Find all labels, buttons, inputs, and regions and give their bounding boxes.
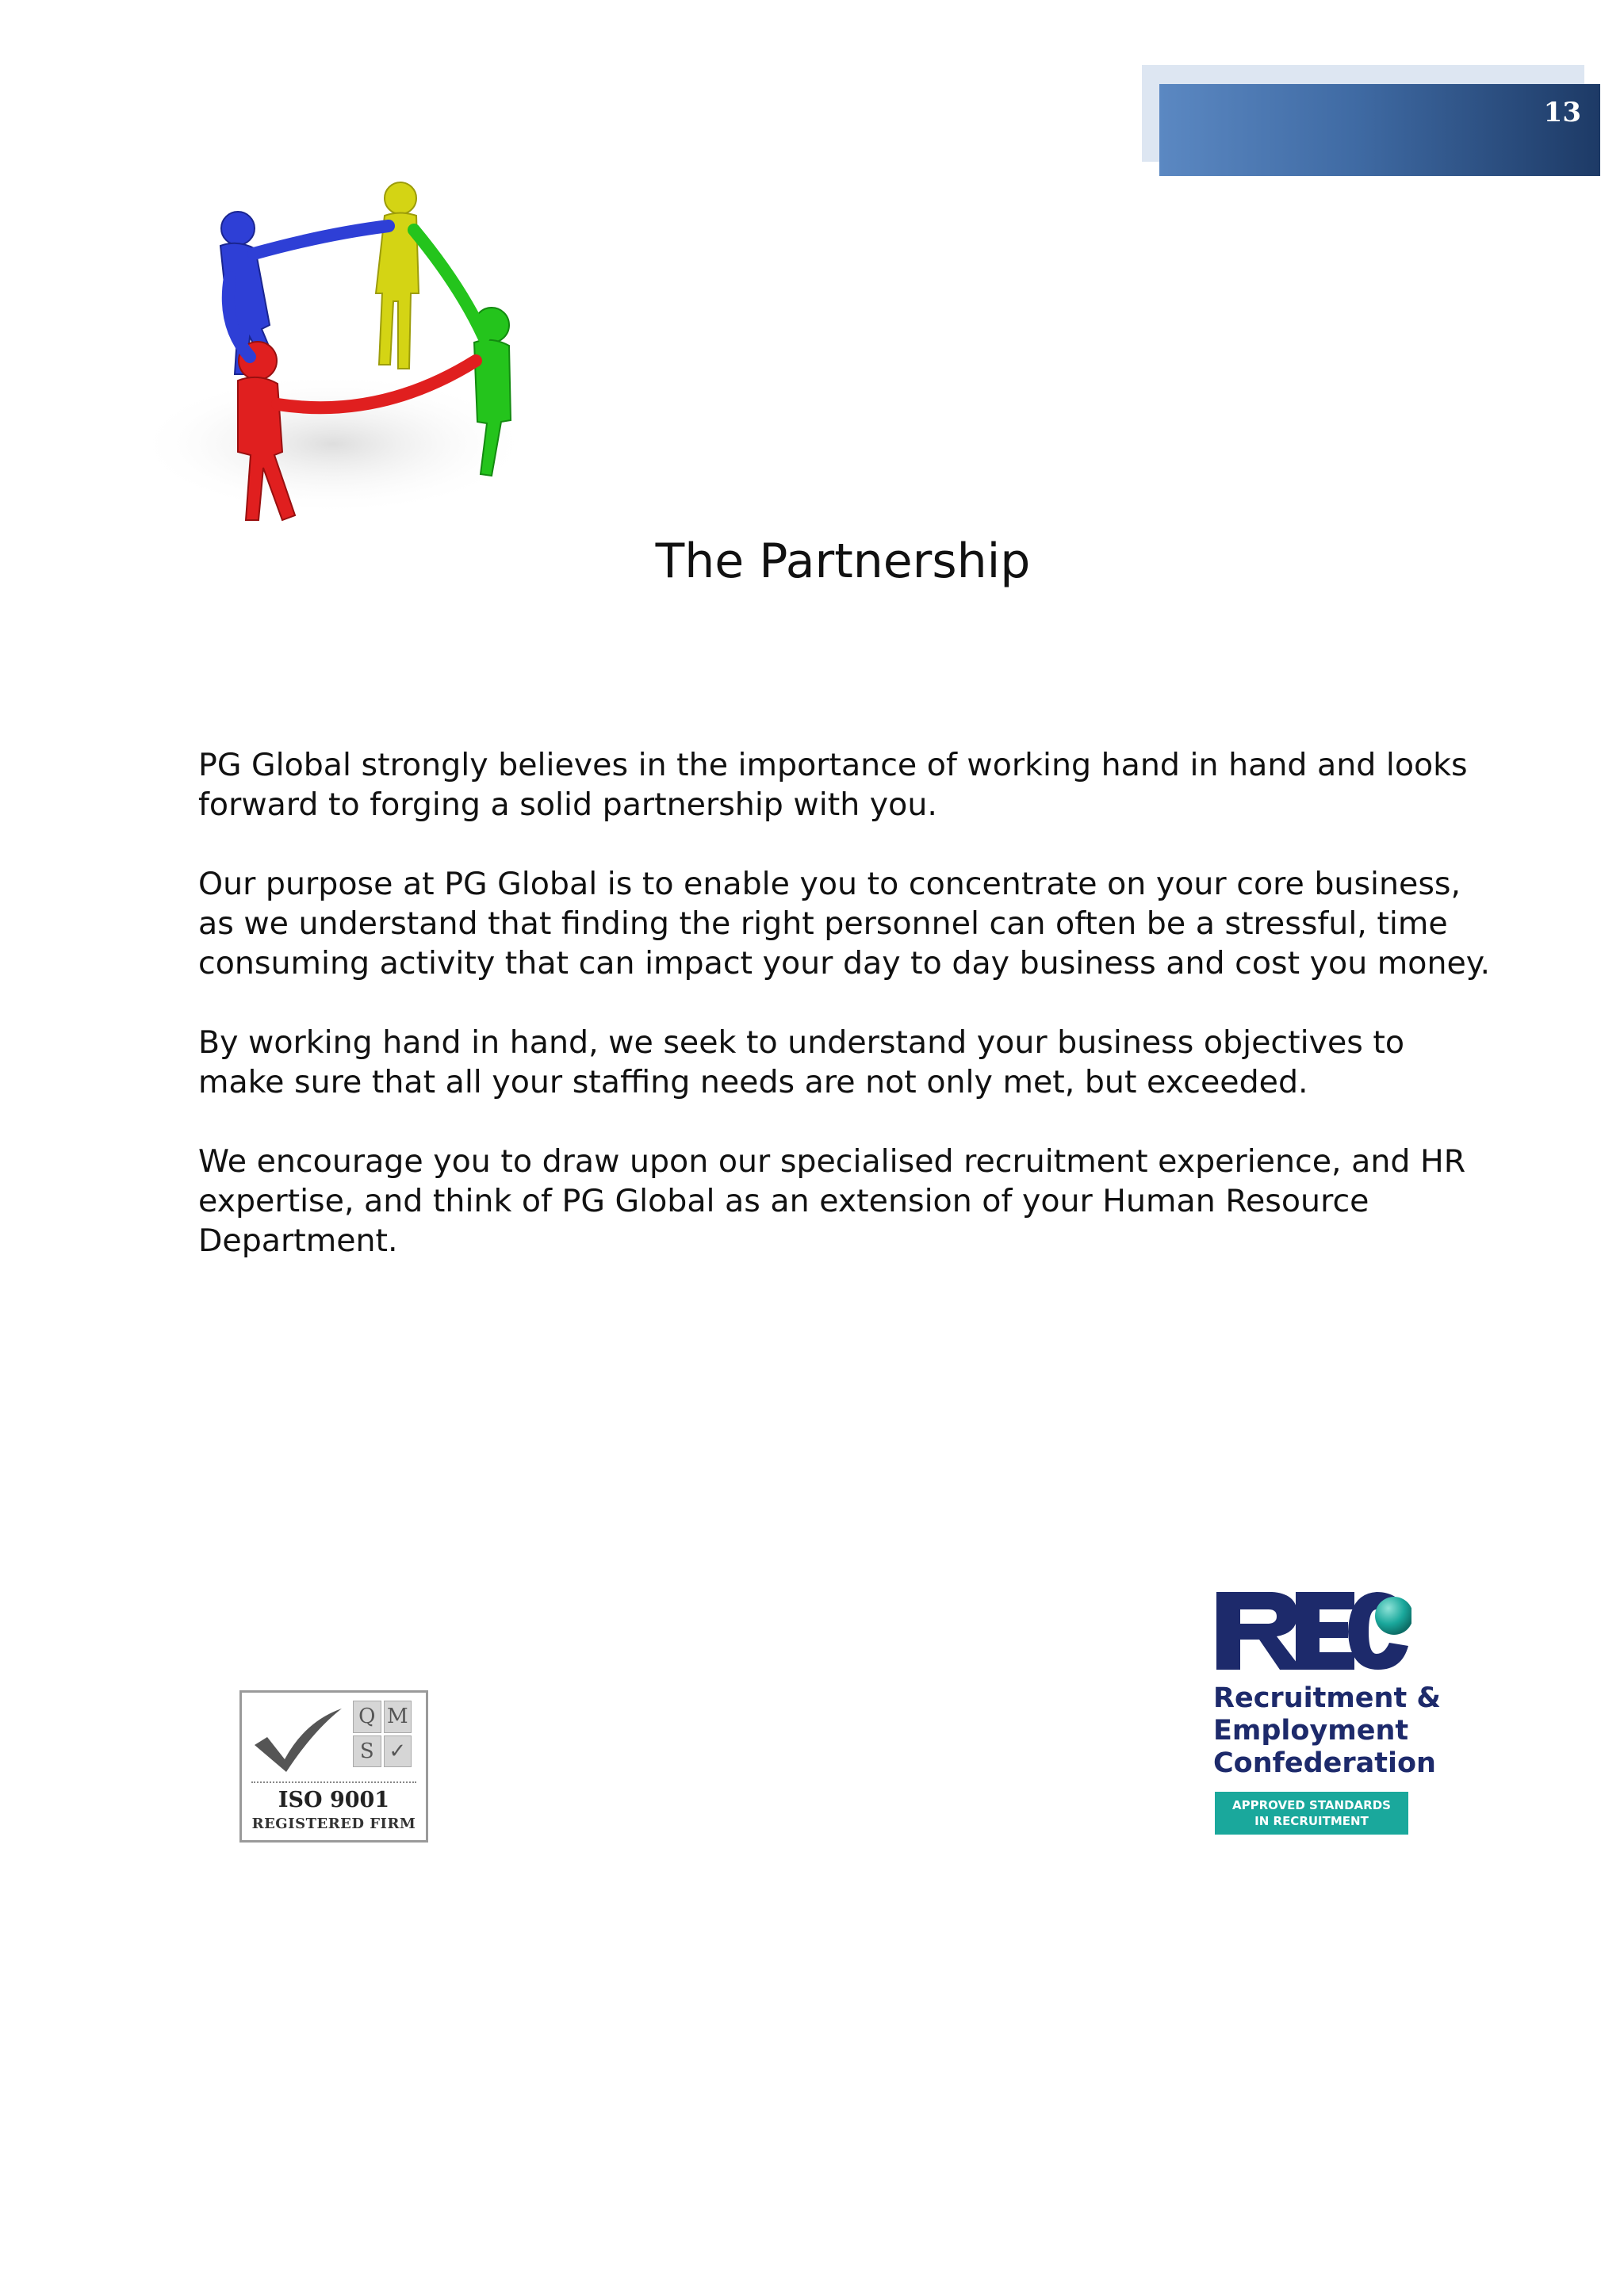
paragraph: We encourage you to draw upon our specialised recruitment experience, and HR expertise, and think of PG Global as an extension of your Human Resource Department. (198, 1143, 1466, 1259)
rec-name-line: Employment (1213, 1715, 1409, 1747)
rec-name-line: Recruitment & (1213, 1682, 1441, 1714)
rec-band-line: APPROVED STANDARDS (1232, 1798, 1391, 1812)
checkmark-icon (250, 1704, 345, 1775)
qms-letter: S (353, 1735, 381, 1768)
rec-name (1213, 1682, 1441, 1780)
team-circle-figures-icon (119, 166, 563, 539)
iso-title: ISO 9001 (278, 1788, 390, 1812)
rec-letters-icon (1213, 1587, 1411, 1674)
page-title: The Partnership (655, 534, 1031, 589)
qms-grid (353, 1701, 412, 1767)
rec-name-line: Confederation (1213, 1747, 1436, 1779)
page-number: 13 (1543, 97, 1581, 128)
rec-approved-band (1215, 1792, 1408, 1835)
divider (251, 1781, 416, 1783)
iso-subtitle: REGISTERED FIRM (251, 1816, 416, 1832)
paragraph: PG Global strongly believes in the importance of working hand in hand and looks forward to forging a solid partnership with you. (198, 747, 1468, 823)
qms-letter: Q (353, 1701, 381, 1733)
rec-band-line: IN RECRUITMENT (1254, 1814, 1369, 1828)
page-title-wrap (0, 533, 1624, 590)
body-text (198, 745, 1499, 1300)
rec-logo (1212, 1587, 1441, 1841)
paragraph: Our purpose at PG Global is to enable you to concentrate on your core business, as we understand that finding the right personnel can often be a stressful, time consuming activity that can impact your day to day business and cost you money. (198, 866, 1491, 982)
page-number-tab (1159, 84, 1600, 176)
iso-badge (239, 1690, 428, 1843)
qms-letter: M (384, 1701, 412, 1733)
qms-letter: ✓ (384, 1735, 412, 1768)
paragraph: By working hand in hand, we seek to understand your business objectives to make sure that all your staffing needs are not only met, but exceeded. (198, 1024, 1405, 1100)
